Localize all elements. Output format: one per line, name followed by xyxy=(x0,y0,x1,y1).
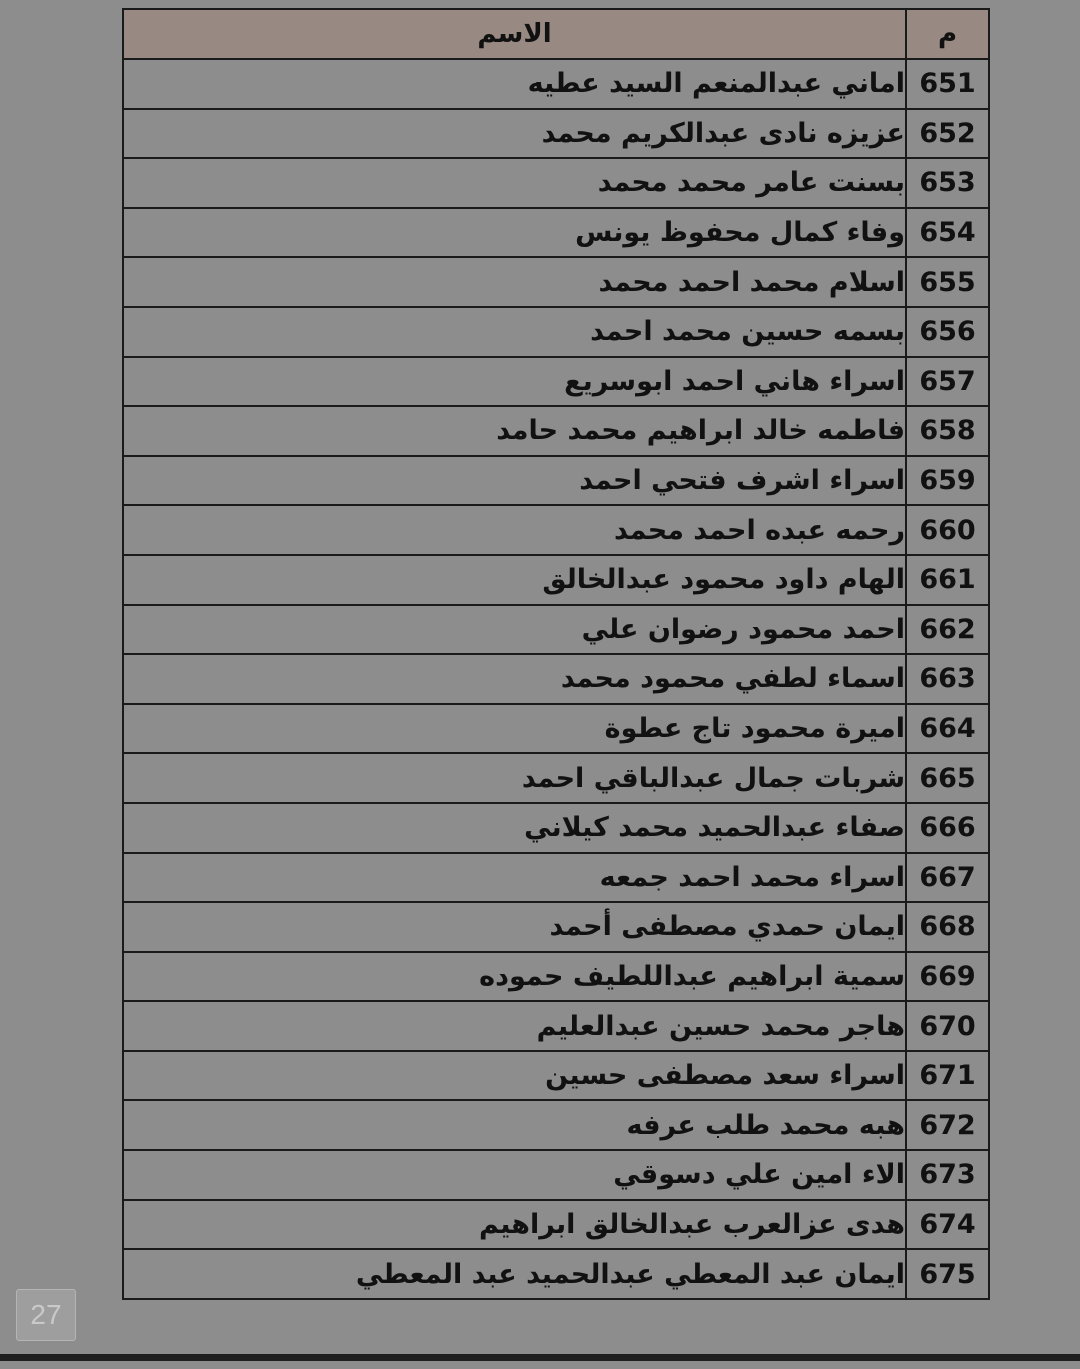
row-number: 655 xyxy=(906,257,989,307)
row-name: سمية ابراهيم عبداللطيف حموده xyxy=(123,952,906,1002)
row-name: اماني عبدالمنعم السيد عطيه xyxy=(123,59,906,109)
row-number: 673 xyxy=(906,1150,989,1200)
column-header-name: الاسم xyxy=(123,9,906,59)
row-number: 671 xyxy=(906,1051,989,1101)
row-name: بسنت عامر محمد محمد xyxy=(123,158,906,208)
names-table xyxy=(122,8,990,1300)
row-number: 670 xyxy=(906,1001,989,1051)
row-name: ايمان حمدي مصطفى أحمد xyxy=(123,902,906,952)
row-number: 674 xyxy=(906,1200,989,1250)
table-row xyxy=(123,753,989,803)
table-row xyxy=(123,158,989,208)
row-number: 668 xyxy=(906,902,989,952)
row-number: 657 xyxy=(906,357,989,407)
row-number: 662 xyxy=(906,605,989,655)
row-name: اسلام محمد احمد محمد xyxy=(123,257,906,307)
table-row xyxy=(123,109,989,159)
row-number: 659 xyxy=(906,456,989,506)
page-number-badge: 27 xyxy=(16,1289,76,1341)
table-row xyxy=(123,605,989,655)
table-row xyxy=(123,208,989,258)
row-name: رحمه عبده احمد محمد xyxy=(123,505,906,555)
row-number: 672 xyxy=(906,1100,989,1150)
table-row xyxy=(123,257,989,307)
row-number: 660 xyxy=(906,505,989,555)
table-row xyxy=(123,1150,989,1200)
row-name: هاجر محمد حسين عبدالعليم xyxy=(123,1001,906,1051)
row-name: الهام داود محمود عبدالخالق xyxy=(123,555,906,605)
row-number: 666 xyxy=(906,803,989,853)
row-number: 663 xyxy=(906,654,989,704)
row-number: 665 xyxy=(906,753,989,803)
row-name: اسراء هاني احمد ابوسريع xyxy=(123,357,906,407)
row-number: 654 xyxy=(906,208,989,258)
table-row xyxy=(123,1200,989,1250)
row-number: 664 xyxy=(906,704,989,754)
table-row xyxy=(123,1051,989,1101)
row-name: فاطمه خالد ابراهيم محمد حامد xyxy=(123,406,906,456)
row-name: هدى عزالعرب عبدالخالق ابراهيم xyxy=(123,1200,906,1250)
table-row xyxy=(123,505,989,555)
row-number: 652 xyxy=(906,109,989,159)
table-row xyxy=(123,704,989,754)
row-name: هبه محمد طلب عرفه xyxy=(123,1100,906,1150)
row-number: 667 xyxy=(906,853,989,903)
bottom-divider xyxy=(0,1354,1080,1361)
row-number: 656 xyxy=(906,307,989,357)
table-row xyxy=(123,902,989,952)
table-row xyxy=(123,1100,989,1150)
row-name: اسراء اشرف فتحي احمد xyxy=(123,456,906,506)
table-row xyxy=(123,853,989,903)
row-name: ايمان عبد المعطي عبدالحميد عبد المعطي xyxy=(123,1249,906,1299)
table-row xyxy=(123,654,989,704)
row-name: اسماء لطفي محمود محمد xyxy=(123,654,906,704)
table-row xyxy=(123,803,989,853)
table-row xyxy=(123,357,989,407)
table-row xyxy=(123,1001,989,1051)
table-header-row xyxy=(123,9,989,59)
row-name: اميرة محمود تاج عطوة xyxy=(123,704,906,754)
row-name: الاء امين علي دسوقي xyxy=(123,1150,906,1200)
table-row xyxy=(123,307,989,357)
row-name: صفاء عبدالحميد محمد كيلاني xyxy=(123,803,906,853)
row-number: 669 xyxy=(906,952,989,1002)
row-name: بسمه حسين محمد احمد xyxy=(123,307,906,357)
table-row xyxy=(123,952,989,1002)
table-row xyxy=(123,555,989,605)
row-number: 661 xyxy=(906,555,989,605)
row-name: شربات جمال عبدالباقي احمد xyxy=(123,753,906,803)
row-name: وفاء كمال محفوظ يونس xyxy=(123,208,906,258)
row-name: اسراء محمد احمد جمعه xyxy=(123,853,906,903)
row-number: 658 xyxy=(906,406,989,456)
table-row xyxy=(123,1249,989,1299)
row-name: اسراء سعد مصطفى حسين xyxy=(123,1051,906,1101)
row-number: 675 xyxy=(906,1249,989,1299)
table-row xyxy=(123,406,989,456)
table-body xyxy=(123,59,989,1299)
row-number: 651 xyxy=(906,59,989,109)
table-row xyxy=(123,59,989,109)
row-number: 653 xyxy=(906,158,989,208)
table-row xyxy=(123,456,989,506)
row-name: احمد محمود رضوان علي xyxy=(123,605,906,655)
column-header-number: م xyxy=(906,9,989,59)
row-name: عزيزه نادى عبدالكريم محمد xyxy=(123,109,906,159)
